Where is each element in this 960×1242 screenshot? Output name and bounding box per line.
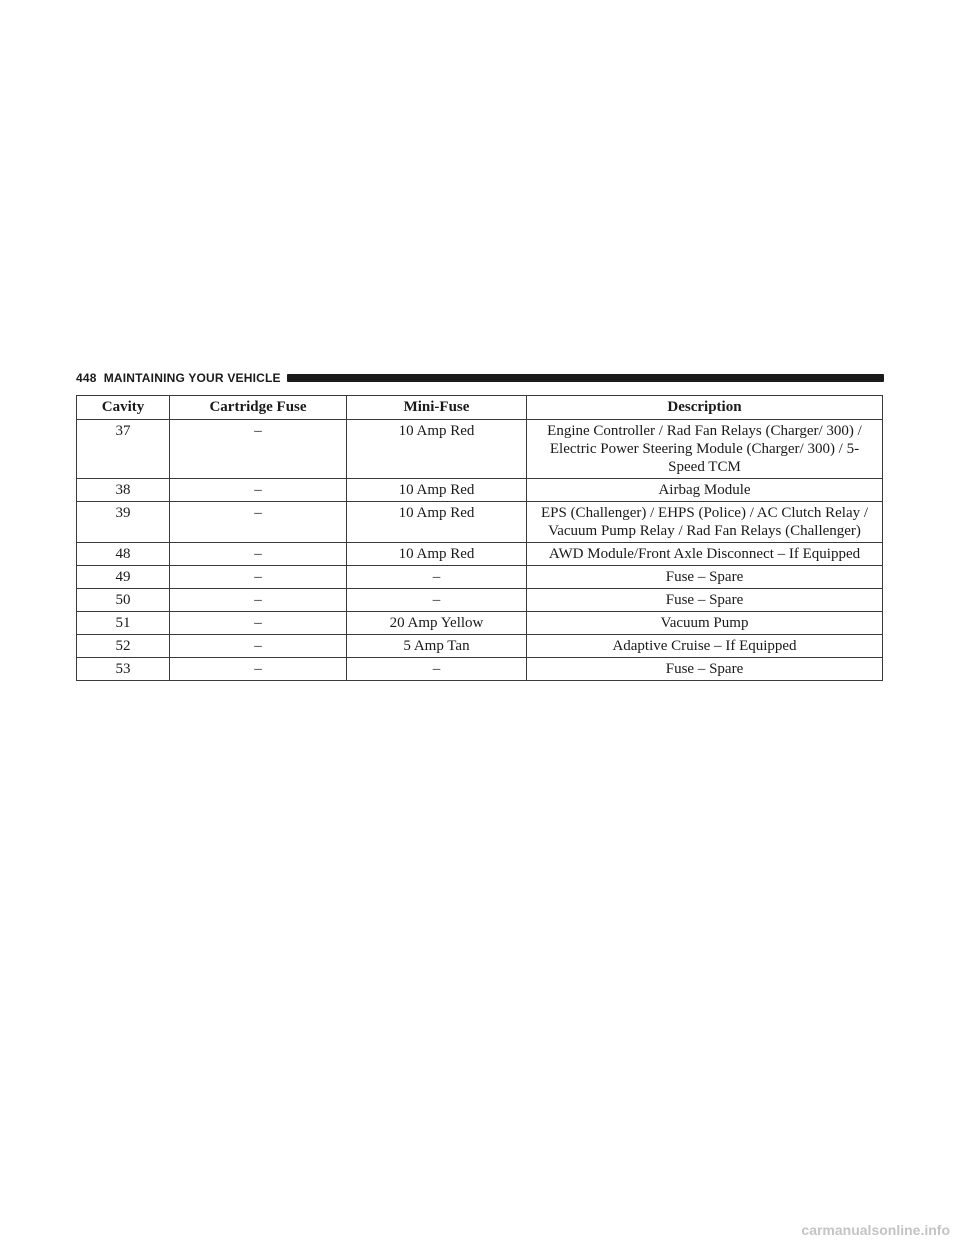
cell-description: Fuse – Spare bbox=[527, 589, 883, 612]
cell-description: EPS (Challenger) / EHPS (Police) / AC Clutch Relay / Vacuum Pump Relay / Rad Fan Relays (Challenger) bbox=[527, 502, 883, 543]
cell-mini-fuse: 10 Amp Red bbox=[347, 543, 527, 566]
cell-cartridge-fuse: – bbox=[170, 502, 347, 543]
cell-mini-fuse: – bbox=[347, 566, 527, 589]
column-header-mini-fuse: Mini-Fuse bbox=[347, 396, 527, 420]
cell-cartridge-fuse: – bbox=[170, 479, 347, 502]
cell-cartridge-fuse: – bbox=[170, 658, 347, 681]
cell-cavity: 48 bbox=[77, 543, 170, 566]
cell-cartridge-fuse: – bbox=[170, 543, 347, 566]
cell-mini-fuse: 20 Amp Yellow bbox=[347, 612, 527, 635]
cell-description: Adaptive Cruise – If Equipped bbox=[527, 635, 883, 658]
cell-mini-fuse: – bbox=[347, 589, 527, 612]
section-title: MAINTAINING YOUR VEHICLE bbox=[103, 371, 281, 385]
header-rule bbox=[287, 374, 884, 382]
column-header-cavity: Cavity bbox=[77, 396, 170, 420]
cell-cavity: 52 bbox=[77, 635, 170, 658]
table-row bbox=[77, 479, 883, 502]
watermark: carmanualsonline.info bbox=[801, 1222, 950, 1238]
cell-mini-fuse: 10 Amp Red bbox=[347, 479, 527, 502]
cell-cavity: 50 bbox=[77, 589, 170, 612]
table-row bbox=[77, 658, 883, 681]
cell-description: AWD Module/Front Axle Disconnect – If Equipped bbox=[527, 543, 883, 566]
cell-mini-fuse: – bbox=[347, 658, 527, 681]
table-row bbox=[77, 635, 883, 658]
page-header-text bbox=[76, 371, 281, 385]
cell-description: Fuse – Spare bbox=[527, 658, 883, 681]
cell-mini-fuse: 10 Amp Red bbox=[347, 420, 527, 479]
cell-cartridge-fuse: – bbox=[170, 589, 347, 612]
cell-description: Engine Controller / Rad Fan Relays (Charger/ 300) / Electric Power Steering Module (Charger/ 300) / 5-Speed TCM bbox=[527, 420, 883, 479]
table-row bbox=[77, 566, 883, 589]
cell-cavity: 38 bbox=[77, 479, 170, 502]
cell-cartridge-fuse: – bbox=[170, 612, 347, 635]
cell-mini-fuse: 10 Amp Red bbox=[347, 502, 527, 543]
cell-description: Vacuum Pump bbox=[527, 612, 883, 635]
cell-mini-fuse: 5 Amp Tan bbox=[347, 635, 527, 658]
cell-cartridge-fuse: – bbox=[170, 420, 347, 479]
cell-cavity: 37 bbox=[77, 420, 170, 479]
cell-description: Fuse – Spare bbox=[527, 566, 883, 589]
table-row bbox=[77, 589, 883, 612]
cell-cavity: 49 bbox=[77, 566, 170, 589]
fuse-table bbox=[76, 395, 883, 681]
column-header-cartridge-fuse: Cartridge Fuse bbox=[170, 396, 347, 420]
column-header-description: Description bbox=[527, 396, 883, 420]
table-header-row bbox=[77, 396, 883, 420]
table-row bbox=[77, 502, 883, 543]
page-number: 448 bbox=[76, 371, 97, 385]
page-header bbox=[76, 370, 884, 386]
table-row bbox=[77, 612, 883, 635]
cell-cavity: 39 bbox=[77, 502, 170, 543]
cell-cavity: 53 bbox=[77, 658, 170, 681]
cell-cartridge-fuse: – bbox=[170, 566, 347, 589]
table-row bbox=[77, 543, 883, 566]
cell-cartridge-fuse: – bbox=[170, 635, 347, 658]
cell-description: Airbag Module bbox=[527, 479, 883, 502]
table-row bbox=[77, 420, 883, 479]
cell-cavity: 51 bbox=[77, 612, 170, 635]
